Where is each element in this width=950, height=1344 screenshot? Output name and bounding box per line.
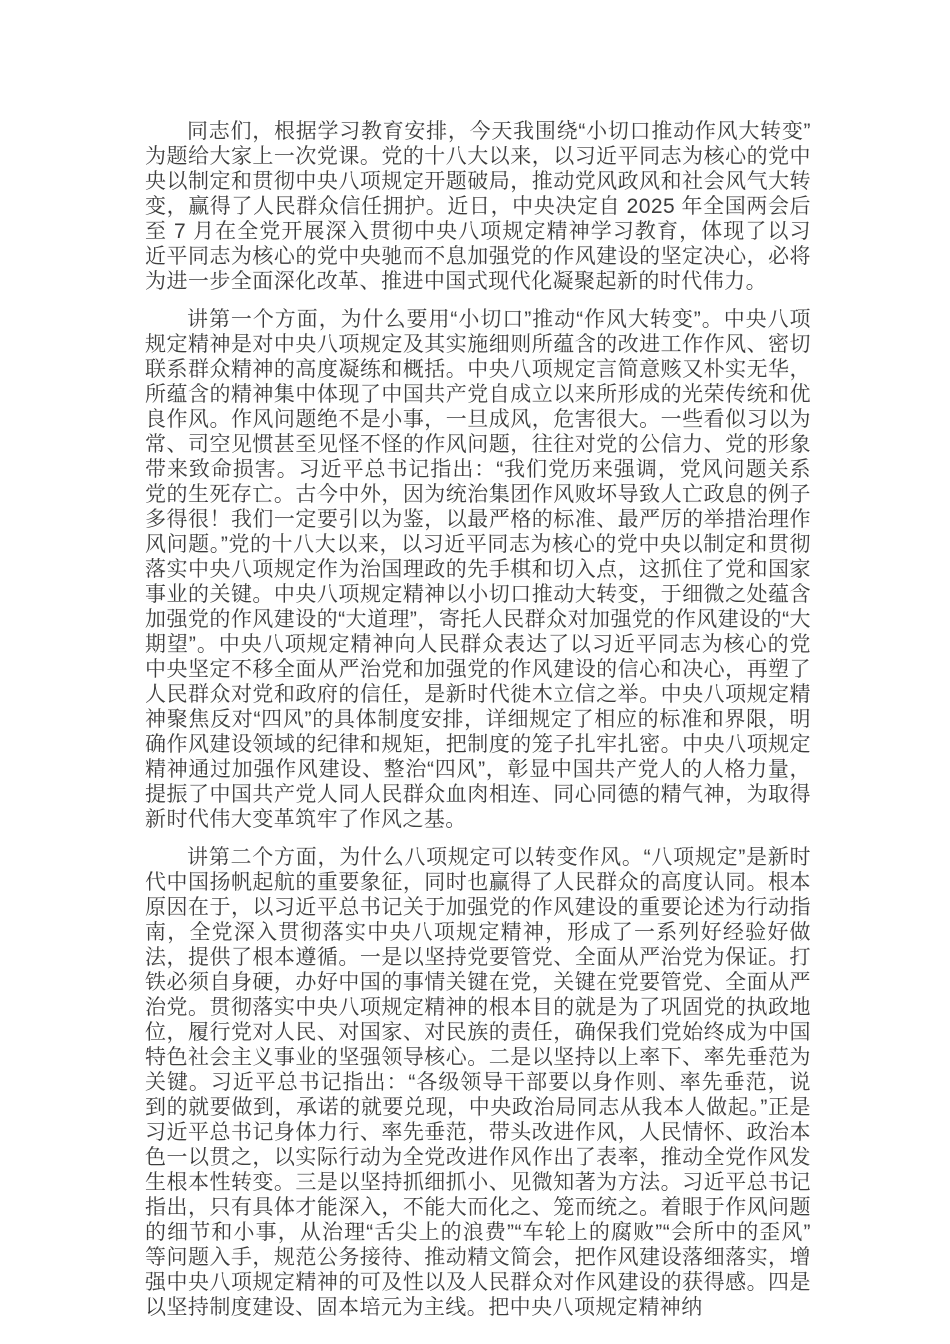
paragraph-section-two: 讲第二个方面，为什么八项规定可以转变作风。“八项规定”是新时代中国扬帆起航的重要象征，同时也赢得了人民群众的高度认同。根本原因在于，以习近平总书记关于加强党的作风建设的重要论述为行动指南，全党深入贯彻落实中央八项规定精神，形成了一系列好经验好做法，提供了根本遵循。一是以坚持党要管党、全面从严治党为保证。打铁必须自身硬，办好中国的事情关键在党，关键在党要管党、全面从严治党。贯彻落实中央八项规定精神的根本目的就是为了巩固党的执政地位，履行党对人民、对国家、对民族的责任，确保我们党始终成为中国特色社会主义事业的坚强领导核心。二是以坚持以上率下、率先垂范为关键。习近平总书记指出：“各级领导干部要以身作则、率先垂范，说到的就要做到，承诺的就要兑现，中央政治局同志从我本人做起。”正是习近平总书记身体力行、率先垂范，带头改进作风，人民情怀、政治本色一以贯之，以实际行动为全党改进作风作出了表率，推动全党作风发生根本性转变。三是以坚持抓细抓小、见微知著为方法。习近平总书记指出，只有具体才能深入，不能大而化之、笼而统之。着眼于作风问题的细节和小事，从治理“舌尖上的浪费”“车轮上的腐败”“会所中的歪风”等问题入手，规范公务接待、推动精文简会，把作风建设落细落实，增强中央八项规定精神的可及性以及人民群众对作风建设的获得感。四是以坚持制度建设、固本培元为主线。把中央八项规定精神纳 bbox=[145, 846, 811, 1319]
paragraph-section-one: 讲第一个方面，为什么要用“小切口”推动“作风大转变”。中央八项规定精神是对中央八项规定及其实施细则所蕴含的改进工作作风、密切联系群众精神的高度凝练和概括。中央八项规定言简意赅又朴实无华，所蕴含的精神集中体现了中国共产党自成立以来所形成的光荣传统和优良作风。作风问题绝不是小事，一旦成风，危害很大。一些看似习以为常、司空见惯甚至见怪不怪的作风问题，往往对党的公信力、党的形象带来致命损害。习近平总书记指出：“我们党历来强调，党风问题关系党的生死存亡。古今中外，因为统治集团作风败坏导致人亡政息的例子多得很！我们一定要引以为鉴，以最严格的标准、最严厉的举措治理作风问题。”党的十八大以来，以习近平同志为核心的党中央以制定和贯彻落实中央八项规定作为治国理政的先手棋和切入点，这抓住了党和国家事业的关键。中央八项规定精神以小切口推动大转变，于细微之处蕴含加强党的作风建设的“大道理”，寄托人民群众对加强党的作风建设的“大期望”。中央八项规定精神向人民群众表达了以习近平同志为核心的党中央坚定不移全面从严治党和加强党的作风建设的信心和决心，再塑了人民群众对党和政府的信任，是新时代徙木立信之举。中央八项规定精神聚焦反对“四风”的具体制度安排，详细规定了相应的标准和界限，明确作风建设领域的纪律和规矩，把制度的笼子扎牢扎密。中央八项规定精神通过加强作风建设、整治“四风”，彰显中国共产党人的人格力量，提振了中国共产党人同人民群众血肉相连、同心同德的精气神，为取得新时代伟大变革筑牢了作风之基。 bbox=[145, 308, 811, 831]
text-block bbox=[145, 119, 811, 1320]
paragraph-intro: 同志们，根据学习教育安排，今天我围绕“小切口推动作风大转变”为题给大家上一次党课。党的十八大以来，以习近平同志为核心的党中央以制定和贯彻中央八项规定开题破局，推动党风政风和社会风气大转变，赢得了人民群众信任拥护。近日，中央决定自 2025 年全国两会后至 7 月在全党开展深入贯彻中央八项规定精神学习教育，体现了以习近平同志为核心的党中央驰而不息加强党的作风建设的坚定决心，必将为进一步全面深化改革、推进中国式现代化凝聚起新的时代伟力。 bbox=[145, 120, 811, 293]
